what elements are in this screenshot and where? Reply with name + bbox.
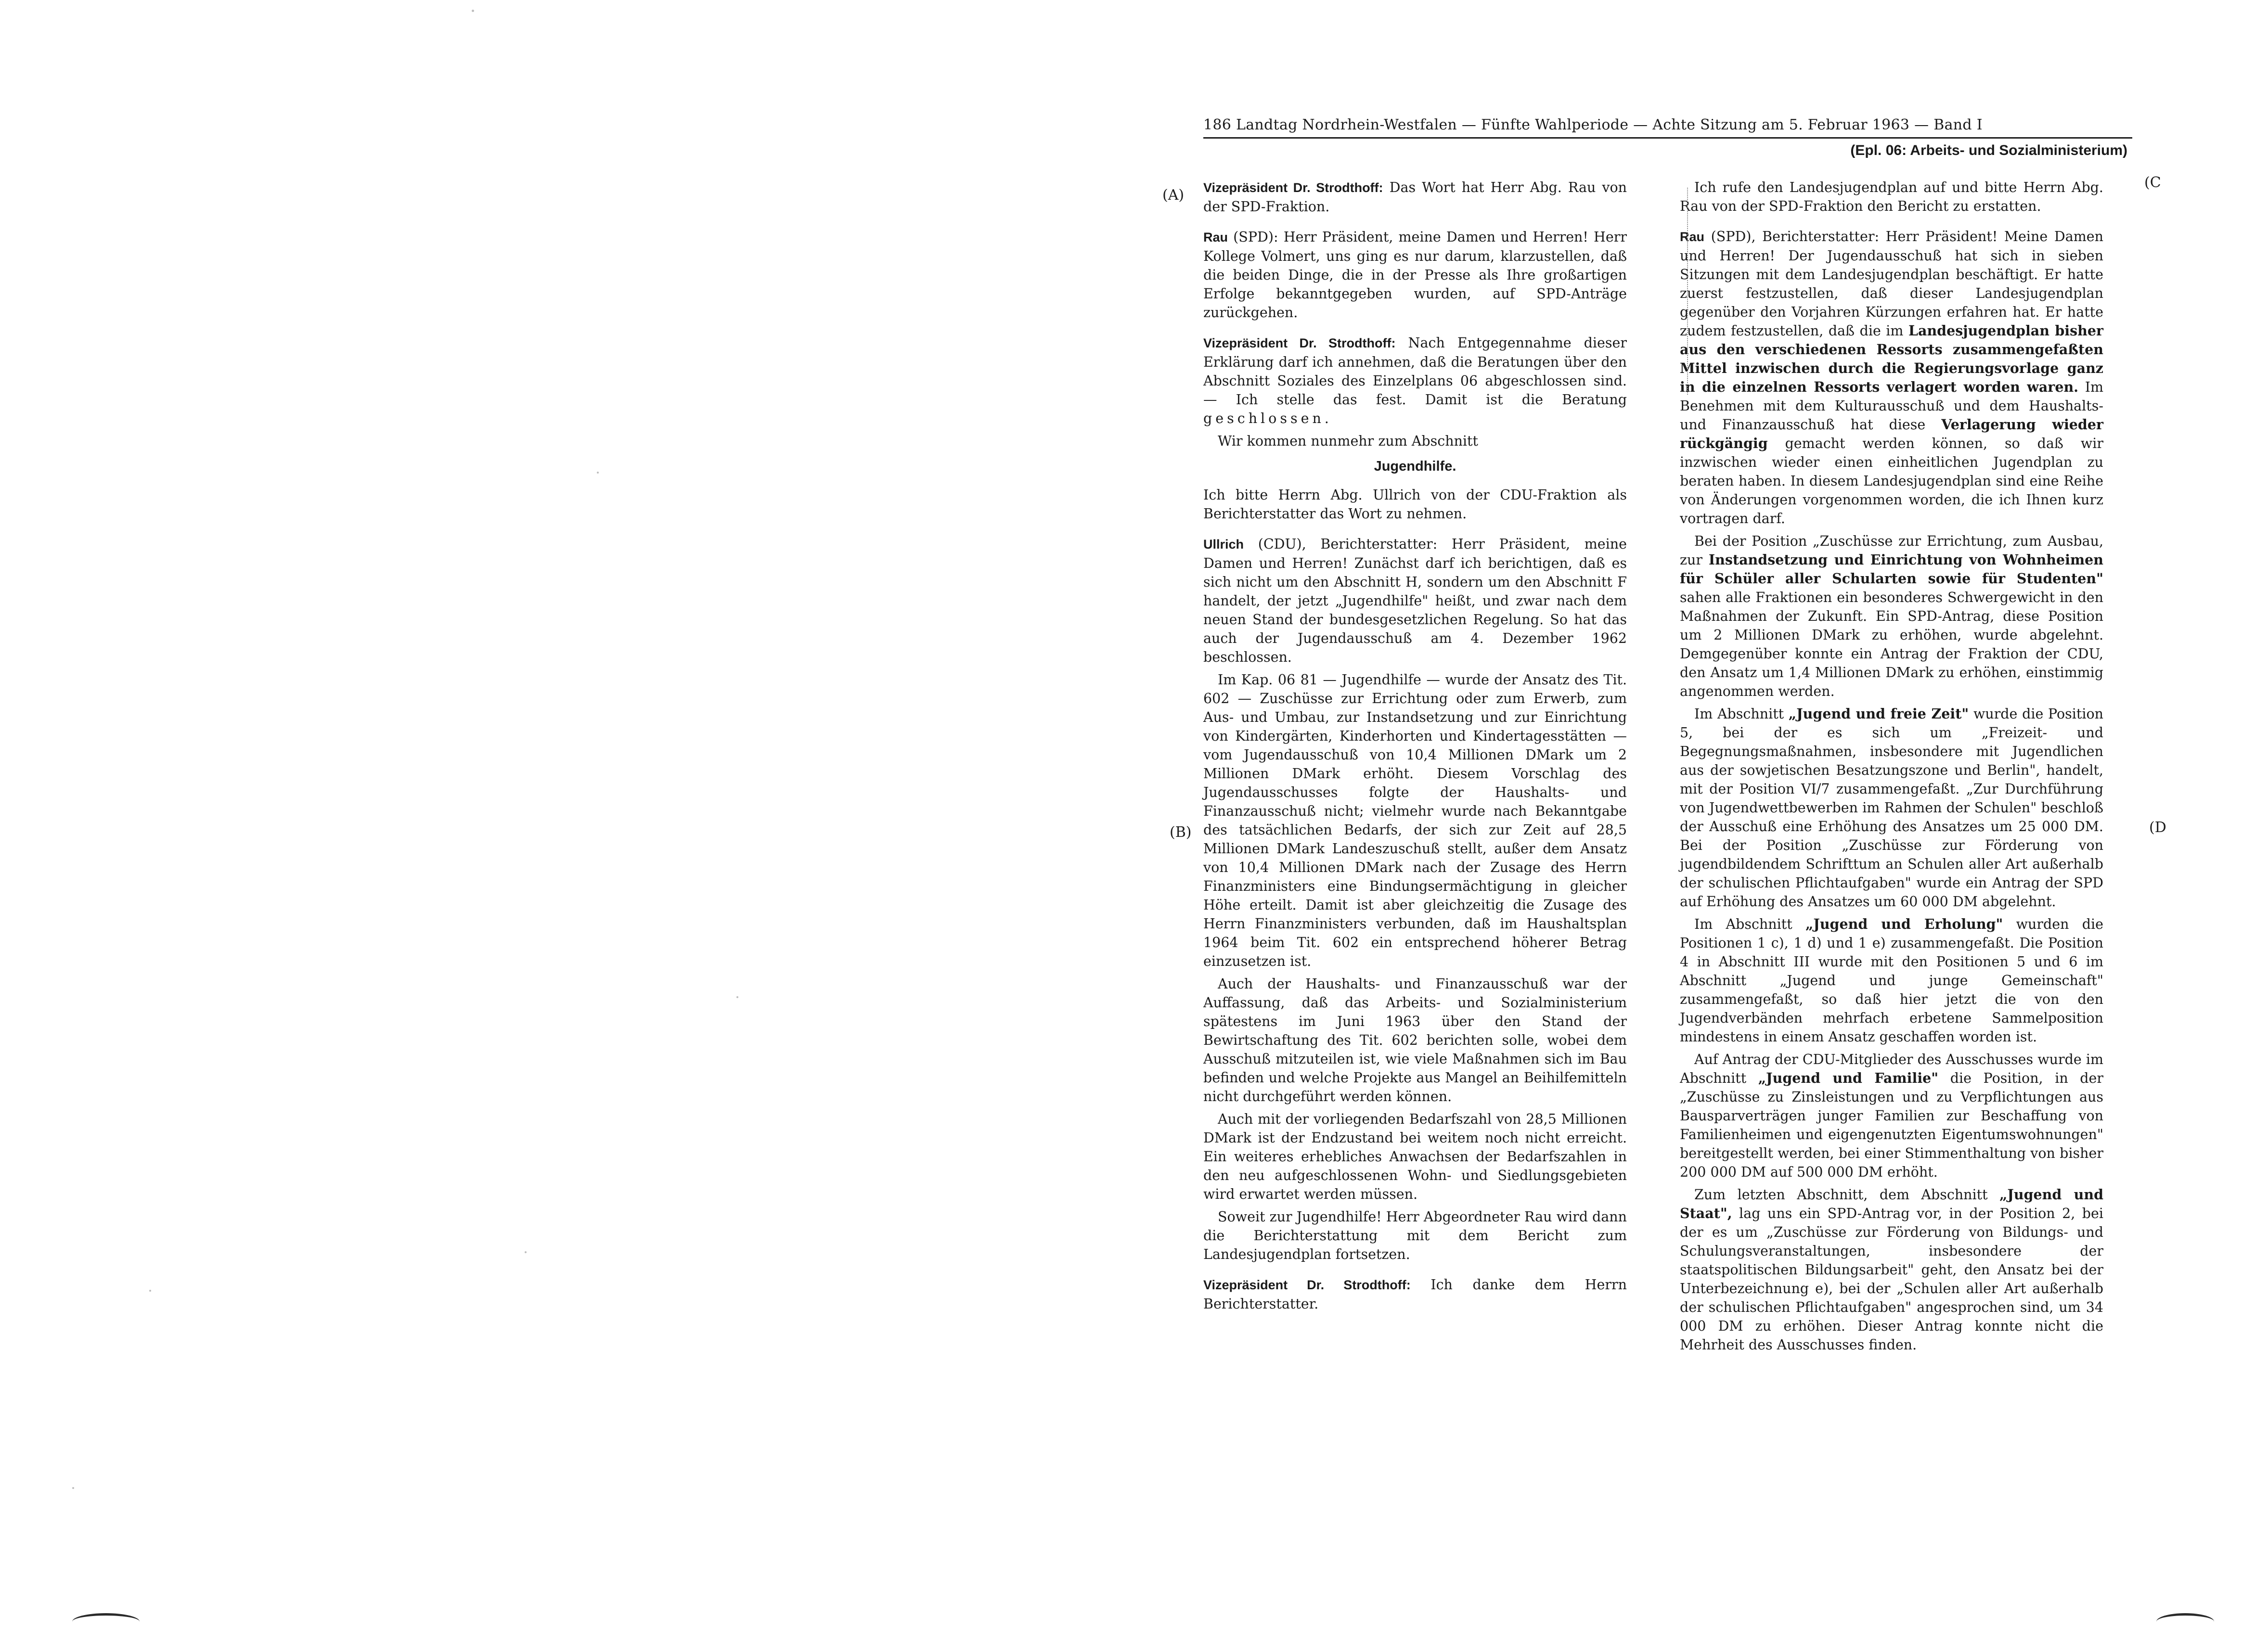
- paragraph: Soweit zur Jugendhilfe! Herr Abgeordneter Rau wird dann die Berichterstattung mit dem Bericht zum Landesjugendplan fortsetzen.: [1203, 1209, 1627, 1262]
- bold-text: „Jugend und freie Zeit": [1788, 706, 1969, 722]
- paragraph: [1203, 228, 1627, 322]
- paragraph-text: Im Benehmen mit dem Kulturausschuß und dem Haushalts- und Finanzausschuß hat diese: [1680, 379, 2104, 433]
- speaker-name: Rau: [1203, 230, 1228, 244]
- blank-left-page: [0, 0, 1134, 1618]
- spaced-word: geschlossen.: [1203, 411, 1332, 426]
- paragraph-text: Nach Entgegennahme dieser Erklärung darf ich annehmen, daß die Beratungen über den Abschnitt Soziales des Einzelplans 06 abgeschlossen sind. — Ich stelle das fest. Damit ist die Beratung: [1203, 335, 1627, 408]
- paragraph-text: lag uns ein SPD-Antrag vor, in der Position 2, bei der es um „Zuschüsse zur Förderung von Bildungs- und Schulungsveranstaltungen, insbesondere der staatspolitischen Bildungsarbeit" geht, den Ansatz bei der Unterbezeichnung e), bei der „Schulen aller Art außerhalb der schulischen Pflichtaufgaben" angesprochen sind, um 34 000 DM zu erhöhen. Dieser Antrag konnte nicht die Mehrheit des Ausschusses finden.: [1680, 1206, 2103, 1353]
- scan-speck: [597, 472, 599, 474]
- paragraph-text: gemacht werden können, so daß wir inzwischen wieder einen einheitlichen Jugendplan zu beraten haben. In diesem Landesjugendplan sind eine Reihe von Änderungen vorgenommen worden, die ich Ihnen kurz vortragen darf.: [1680, 436, 2103, 526]
- paragraph: [1203, 1275, 1627, 1313]
- column-divider: [1687, 188, 1688, 395]
- margin-marker-c: (C: [2144, 174, 2161, 191]
- paragraph: [1203, 535, 1627, 667]
- paragraph: Im Kap. 06 81 — Jugendhilfe — wurde der Ansatz des Tit. 602 — Zuschüsse zur Errichtung oder zum Erwerb, zum Aus- und Umbau, zur Instandsetzung und zur Einrichtung von Kindergärten, Kinderhorten und Kindertagesstätten — vom Jugendausschuß von 10,4 Millionen DMark um 2 Millionen DMark erhöht. Diesem Vorschlag des Jugendausschusses folgte der Haushalts- und Finanzausschuß nicht; vielmehr wurde nach Bekanntgabe des tatsächlichen Bedarfs, der sich zur Zeit auf 28,5 Millionen DMark Landeszuschuß stellt, außer dem Ansatz von 10,4 Millionen DMark nach der Zusage des Herrn Finanzministers eine Bindungsermächtigung in gleicher Höhe erteilt. Damit ist aber gleichzeitig die Zusage des Herrn Finanzministers verbunden, daß im Haushaltsplan 1964 beim Tit. 602 ein entsprechend höherer Betrag einzusetzen ist.: [1203, 672, 1627, 969]
- margin-marker-a: (A): [1162, 187, 1185, 204]
- page-header: 186 Landtag Nordrhein-Westfalen — Fünfte Wahlperiode — Achte Sitzung am 5. Februar 1963 — Band I: [1203, 116, 2132, 139]
- bold-text: „Jugend und Staat",: [1680, 1186, 2103, 1221]
- paragraph: [1680, 915, 2103, 1046]
- paragraph: [1680, 532, 2103, 701]
- bold-text: „Jugend und Erholung": [1805, 916, 2003, 932]
- paragraph-text: Im Abschnitt: [1694, 706, 1784, 722]
- paragraph: Auch der Haushalts- und Finanzausschuß war der Auffassung, daß das Arbeits- und Sozialministerium spätestens im Juni 1963 über den Stand der Bewirtschaftung des Tit. 602 berichten solle, wobei dem Ausschuß mitzuteilen ist, wie viele Maßnahmen sich im Bau befinden und welche Projekte aus Mangel an Beihilfemitteln nicht durchgeführt werden können.: [1203, 976, 1627, 1104]
- margin-marker-b: (B): [1170, 824, 1192, 841]
- paragraph-text: Im Abschnitt: [1694, 916, 1792, 932]
- right-column: [1680, 178, 2103, 1358]
- paragraph: Ich bitte Herrn Abg. Ullrich von der CDU-Fraktion als Berichterstatter das Wort zu nehmen.: [1203, 487, 1627, 522]
- paragraph-text: Bei der Position „Zuschüsse zur Errichtung, zum Ausbau, zur: [1680, 533, 2103, 568]
- speaker-name: Rau: [1680, 230, 1705, 244]
- paragraph-text: Ich danke dem Herrn Berichterstatter.: [1203, 1277, 1627, 1312]
- paragraph-text: Das Wort hat Herr Abg. Rau von der SPD-Fraktion.: [1203, 180, 1627, 215]
- scan-speck: [736, 996, 738, 998]
- document-page: [1194, 106, 2142, 1502]
- bold-text: Instandsetzung und Einrichtung von Wohnheimen für Schüler aller Schularten sowie für Studenten": [1680, 552, 2103, 587]
- scan-speck: [72, 1487, 74, 1489]
- speaker-name: Vizepräsident Dr. Strodthoff:: [1203, 180, 1383, 195]
- paragraph: [1203, 334, 1627, 428]
- paragraph-text: die Position, in der „Zuschüsse zu Zinsleistungen und zu Verpflichtungen aus Bausparverträgen junger Familien zur Beschaffung von Familienheimen und eigengenutzten Eigentumswohnungen" bereitgestellt werden, bei einer Stimmenthaltung von bisher 200 000 DM auf 500 000 DM erhöht.: [1680, 1070, 2104, 1180]
- paragraph: Wir kommen nunmehr zum Abschnitt: [1218, 433, 1478, 449]
- paragraph-text: Zum letzten Abschnitt, dem Abschnitt: [1694, 1187, 1988, 1203]
- speaker-name: Ullrich: [1203, 537, 1244, 552]
- speaker-name: Vizepräsident Dr. Strodthoff:: [1203, 336, 1396, 350]
- paragraph-text: (SPD): Herr Präsident, meine Damen und Herren! Herr Kollege Volmert, uns ging es nur darum, klarzustellen, daß die beiden Dinge, die in der Presse als Ihre großartigen Erfolge bekanntgegeben wurden, auf SPD-Anträge zurückgehen.: [1203, 229, 1627, 321]
- paragraph: [1680, 1050, 2103, 1181]
- left-column: [1203, 178, 1627, 1325]
- scan-speck: [149, 1290, 151, 1292]
- paragraph-text: wurden die Positionen 1 c), 1 d) und 1 e) zusammengefaßt. Die Position 4 in Abschnitt III wurde mit den Positionen 5 und 6 im Abschnitt „Jugend und junge Gemeinschaft" zusammengefaßt, so daß hier jetzt die von den Jugendverbänden mehrfach erbetene Sammelposition mindestens in einem Ansatz geschaffen worden ist.: [1680, 916, 2103, 1045]
- margin-marker-d: (D: [2149, 819, 2166, 836]
- section-heading: Jugendhilfe.: [1374, 459, 1456, 474]
- paragraph: [1203, 178, 1627, 216]
- scan-edge-left: [72, 1613, 140, 1630]
- paragraph: [1680, 227, 2103, 528]
- scan-speck: [472, 10, 474, 12]
- bold-text: „Jugend und Familie": [1758, 1070, 1939, 1086]
- paragraph-text: sahen alle Fraktionen ein besonderes Schwergewicht in den Maßnahmen der Zukunft. Ein SPD-Antrag, diese Position um 2 Millionen DMark zu erhöhen, wurde abgelehnt. Demgegenüber konnte ein Antrag der Fraktion der CDU, den Ansatz um 1,4 Millionen DMark zu erhöhen, einstimmig angenommen werden.: [1680, 590, 2103, 699]
- paragraph: [1680, 705, 2103, 911]
- paragraph-text: (CDU), Berichterstatter: Herr Präsident, meine Damen und Herren! Zunächst darf ich berichtigen, daß es sich nicht um den Abschnitt H, sondern um den Abschnitt F handelt, der jetzt „Jugendhilfe" heißt, und zwar nach dem neuen Stand der bundesgesetzlichen Regelung. So hat das auch der Jugendausschuß am 4. Dezember 1962 beschlossen.: [1203, 536, 1627, 665]
- bold-text: Verlagerung wieder rückgängig: [1680, 416, 2104, 451]
- speaker-name: Vizepräsident Dr. Strodthoff:: [1203, 1278, 1411, 1292]
- scan-speck: [525, 1251, 527, 1253]
- paragraph-text: (SPD), Berichterstatter: Herr Präsident! Meine Damen und Herren! Der Jugendausschuß hat sich in sieben Sitzungen mit dem Landesjugendplan beschäftigt. Er hatte zuerst festzustellen, daß dieser Landesjugendplan gegenüber den Vorjahren Kürzungen erfahren hat. Er hatte zudem festzustellen, daß die im: [1680, 229, 2103, 339]
- scan-edge-right: [2156, 1613, 2214, 1630]
- paragraph: [1680, 1185, 2103, 1354]
- bold-text: Landesjugendplan bisher aus den verschiedenen Ressorts zusammengefaßten Mittel inzwischen durch die Regierungsvorlage ganz in die einzelnen Ressorts verlagert worden waren.: [1680, 322, 2103, 395]
- paragraph-text: Auf Antrag der CDU-Mitglieder des Ausschusses wurde im Abschnitt: [1680, 1052, 2103, 1086]
- paragraph-text: wurde die Position 5, bei der es sich um „Freizeit- und Begegnungsmaßnahmen, insbesondere mit Jugendlichen aus der sowjetischen Besatzungszone und Berlin", handelt, mit der Position VI/7 zusammengefaßt. „Zur Durchführung von Jugendwettbewerben im Rahmen der Schulen" beschloß der Ausschuß eine Erhöhung des Ansatzes um 25 000 DM. Bei der Position „Zuschüsse zur Förderung von jugendbildendem Schrifttum an Schulen aller Art außerhalb der schulischen Pflichtaufgaben" wurde ein Antrag der SPD auf Erhöhung des Ansatzes um 60 000 DM abgelehnt.: [1680, 706, 2104, 910]
- section-subheader: (Epl. 06: Arbeits- und Sozialministerium): [1850, 142, 2127, 158]
- paragraph: Ich rufe den Landesjugendplan auf und bitte Herrn Abg. Rau von der SPD-Fraktion den Bericht zu erstatten.: [1680, 180, 2103, 214]
- paragraph: Auch mit der vorliegenden Bedarfszahl von 28,5 Millionen DMark ist der Endzustand bei weitem noch nicht erreicht. Ein weiteres erhebliches Anwachsen der Bedarfszahlen in den neu aufgeschlossenen Wohn- und Siedlungsgebieten wird erwartet werden müssen.: [1203, 1111, 1627, 1202]
